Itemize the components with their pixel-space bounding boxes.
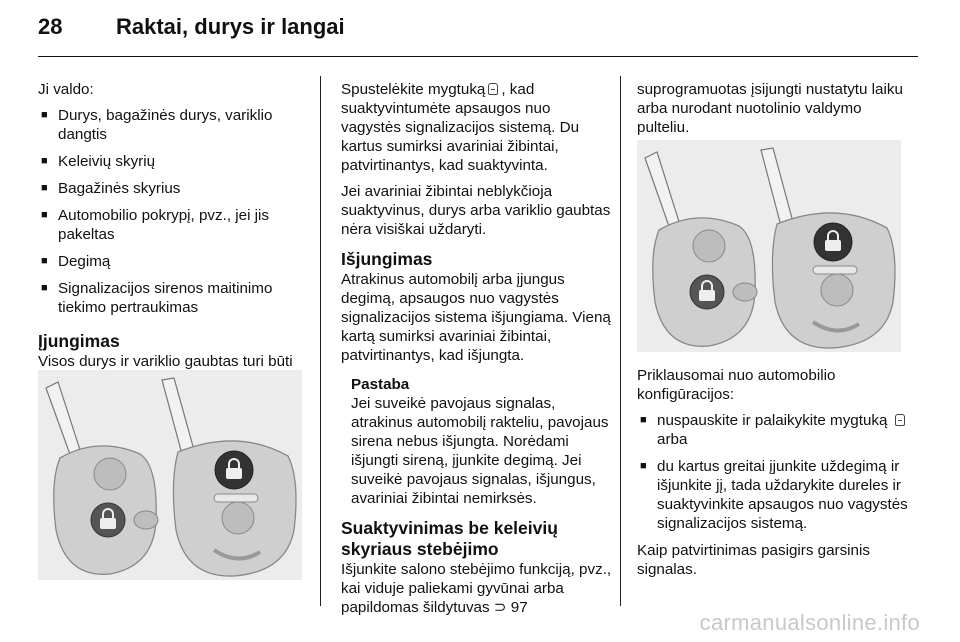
key-remote-figure-2 xyxy=(637,140,901,352)
page-ref-arrow-icon: ⊃ xyxy=(493,599,507,616)
list-item: ■ Keleivių skyrių xyxy=(38,152,313,171)
section-heading-activation: Įjungimas xyxy=(38,331,120,351)
column-1 xyxy=(38,80,313,397)
page-reference-link[interactable]: 97 xyxy=(510,599,528,616)
section-heading-deactivation: Išjungimas xyxy=(341,249,433,269)
activation-text: Visos durys ir variklio gaubtas turi būti xyxy=(38,353,293,370)
key-remote-illustration xyxy=(38,370,302,580)
continued-text: suprogramuotas įsijungti nustatytu laiku arba nurodant nuotolinio valdymo pulteliu. xyxy=(637,81,903,136)
section-heading-no-interior-monitoring: Suaktyvinimas be keleivių skyriaus stebėjimo xyxy=(341,518,558,559)
key-remote-illustration xyxy=(637,140,901,352)
page-title: Raktai, durys ir langai xyxy=(116,14,345,39)
page-number: 28 xyxy=(38,14,63,39)
lock-icon xyxy=(895,414,905,426)
header-rule xyxy=(38,56,918,57)
lock-icon xyxy=(488,83,498,95)
list-item: ■ Degimą xyxy=(38,252,313,271)
configuration-intro: Priklausomai nuo automobilio konfigūracijos: xyxy=(637,367,836,403)
hazard-lights-note: Jei avariniai žibintai neblykčioja suaktyvinus, durys arba variklio gaubtas nėra visiškai uždaryti. xyxy=(341,183,611,238)
list-item: ■ Bagažinės skyrius xyxy=(38,179,313,198)
watermark: carmanualsonline.info xyxy=(699,610,920,635)
note-title: Pastaba xyxy=(351,376,410,393)
column-divider-2 xyxy=(620,76,621,606)
interior-monitoring-text: Išjunkite salono stebėjimo funkciją, pvz., kai viduje paliekami gyvūnai arba papildomas šildytuvas ⊃ 97 xyxy=(341,561,612,616)
configuration-options-list xyxy=(637,411,917,533)
deactivation-text: Atrakinus automobilį arba įjungus degimą, apsaugos nuo vagystės signalizacijos sistema išjungiama. Vieną kartą sumirksi avariniai žibintai, patvirtinantys, kad išjungta. xyxy=(341,271,611,364)
list-item: ■ nuspauskite ir palaikykite mygtuką arba xyxy=(637,411,917,449)
column-3-lower xyxy=(637,366,917,586)
list-item: ■ Durys, bagažinės durys, variklio dangtis xyxy=(38,106,313,144)
list-item: ■ du kartus greitai įjunkite uždegimą ir išjunkite jį, tada uždarykite dureles ir suaktyvinkite apsaugos nuo vagystės signalizacijos sistemą. xyxy=(637,457,917,533)
activation-instructions: Spustelėkite mygtuką , kad suaktyvintumėte apsaugos nuo vagystės signalizacijos sistemą. Du kartus sumirksi avariniai žibintai, patvirtinantys, kad suaktyvinta. xyxy=(341,81,580,174)
confirmation-text: Kaip patvirtinimas pasigirs garsinis signalas. xyxy=(637,542,870,578)
column-3 xyxy=(637,80,917,144)
column-2 xyxy=(341,80,613,624)
list-item: ■ Automobilio pokrypį, pvz., jei jis pakeltas xyxy=(38,206,313,244)
note-text: Jei suveikė pavojaus signalas, atrakinus automobilį rakteliu, pavojaus sirena nebus išjungta. Norėdami išjungti sireną, įjunkite degimą. Jei suveikė pavojaus signalas, išjungus, avariniai žibintai nemirksės. xyxy=(351,395,609,507)
list-item: ■ Signalizacijos sirenos maitinimo tiekimo pertraukimas xyxy=(38,279,313,317)
column-divider-1 xyxy=(320,76,321,606)
intro-text: Ji valdo: xyxy=(38,81,94,98)
key-remote-figure-1 xyxy=(38,370,302,580)
page-header xyxy=(38,14,345,40)
note-box xyxy=(341,375,613,508)
controlled-items-list xyxy=(38,106,313,317)
